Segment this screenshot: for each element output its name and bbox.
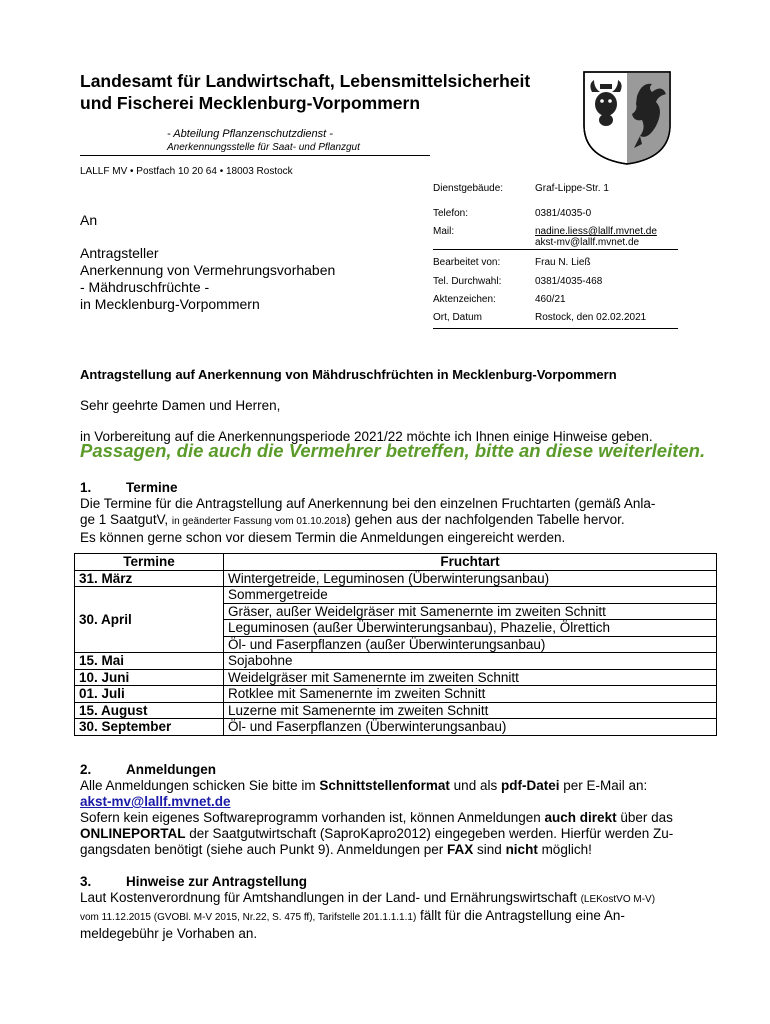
info-label: Bearbeitet von: bbox=[433, 257, 501, 268]
table-row bbox=[75, 686, 717, 703]
recipient-line: - Mähdruschfrüchte - bbox=[80, 279, 210, 295]
table-cell-crop: Rotklee mit Samenernte im zweiten Schnitt bbox=[224, 686, 717, 703]
info-label: Tel. Durchwahl: bbox=[433, 276, 502, 287]
text-span: und als bbox=[449, 778, 501, 793]
text-bold: auch direkt bbox=[544, 810, 617, 825]
text-line bbox=[80, 778, 720, 794]
info-label: Telefon: bbox=[433, 208, 469, 219]
table-cell-crop: Gräser, außer Weidelgräser mit Samenernte im zweiten Schnitt bbox=[224, 603, 717, 620]
table-row bbox=[75, 669, 717, 686]
info-label: Dienstgebäude: bbox=[433, 183, 504, 194]
authority-title-line2: und Fischerei Mecklenburg-Vorpommern bbox=[80, 93, 421, 113]
table-cell-date: 30. April bbox=[75, 587, 224, 653]
info-value: Rostock, den 02.02.2021 bbox=[535, 312, 647, 323]
text-line bbox=[80, 794, 720, 810]
text-span: ) gehen aus der nachfolgenden Tabelle hervor. bbox=[346, 512, 625, 527]
authority-title bbox=[80, 70, 530, 114]
text-span: Alle Anmeldungen schicken Sie bitte im bbox=[80, 778, 320, 793]
info-label: Ort, Datum bbox=[433, 312, 482, 323]
text-line bbox=[80, 512, 720, 530]
text-span: sind bbox=[473, 842, 506, 857]
deadlines-table bbox=[74, 553, 717, 736]
table-cell-crop: Sojabohne bbox=[224, 653, 717, 670]
table-cell-crop: Luzerne mit Samenernte im zweiten Schnitt bbox=[224, 702, 717, 719]
section-3-heading bbox=[80, 874, 700, 890]
section-number: 1. bbox=[80, 480, 92, 495]
table-cell-crop: Sommergetreide bbox=[224, 587, 717, 604]
info-divider bbox=[433, 328, 678, 329]
postal-address: LALLF MV • Postfach 10 20 64 • 18003 Rostock bbox=[80, 166, 293, 177]
table-cell-date: 01. Juli bbox=[75, 686, 224, 703]
text-span: ge 1 SaatgutV, bbox=[80, 512, 172, 527]
table-cell-date: 15. Mai bbox=[75, 653, 224, 670]
text-line: Es können gerne schon vor diesem Termin die Anmeldungen eingereicht werden. bbox=[80, 530, 566, 545]
table-header-fruchtart: Fruchtart bbox=[224, 554, 717, 571]
text-bold: Schnittstellenformat bbox=[319, 778, 450, 793]
section-number: 3. bbox=[80, 874, 92, 889]
salutation: Sehr geehrte Damen und Herren, bbox=[80, 398, 281, 413]
text-line bbox=[80, 826, 720, 842]
text-span-small: in geänderter Fassung vom 01.10.2018 bbox=[171, 516, 347, 527]
email-link[interactable]: akst-mv@lallf.mvnet.de bbox=[80, 794, 231, 809]
text-line bbox=[80, 908, 720, 926]
text-span-small: vom 11.12.2015 (GVOBl. M-V 2015, Nr.22, S. 475 ff), Tarifstelle 201.1.1.1.1) bbox=[80, 912, 417, 923]
table-cell-date: 31. März bbox=[75, 570, 224, 587]
letter-subject: Antragstellung auf Anerkennung von Mähdruschfrüchten in Mecklenburg-Vorpommern bbox=[80, 367, 617, 382]
text-span-small: (LEKostVO M-V) bbox=[580, 894, 656, 905]
text-span: Laut Kostenverordnung für Amtshandlungen in der Land- und Ernährungswirtschaft bbox=[80, 890, 581, 905]
section-1-text bbox=[80, 496, 720, 546]
header-divider bbox=[80, 155, 430, 156]
section-2-text bbox=[80, 778, 720, 858]
table-header-termine: Termine bbox=[75, 554, 224, 571]
recipient-line: Antragsteller bbox=[80, 245, 159, 261]
text-bold: FAX bbox=[447, 842, 474, 857]
info-value: 0381/4035-468 bbox=[535, 276, 603, 287]
info-value: Graf-Lippe-Str. 1 bbox=[535, 183, 609, 194]
info-divider bbox=[433, 249, 678, 250]
table-row bbox=[75, 570, 717, 587]
highlight-notice: Passagen, die auch die Vermehrer betreffen, bitte an diese weiterleiten. bbox=[80, 440, 706, 461]
table-cell-date: 10. Juni bbox=[75, 669, 224, 686]
intro-text: in Vorbereitung auf die Anerkennungsperiode 2021/22 möchte ich Ihnen einige Hinweise geben. bbox=[80, 429, 653, 444]
text-line bbox=[80, 890, 720, 908]
text-span: der Saatgutwirtschaft (SaproKapro2012) eingegeben werden. Hierfür werden Zu- bbox=[185, 826, 674, 841]
section-title: Hinweise zur Antragstellung bbox=[126, 874, 308, 889]
text-bold: nicht bbox=[505, 842, 538, 857]
info-label: Mail: bbox=[433, 226, 455, 237]
table-cell-crop: Weidelgräser mit Samenernte im zweiten Schnitt bbox=[224, 669, 717, 686]
table-row bbox=[75, 587, 717, 604]
subdepartment: Anerkennungsstelle für Saat- und Pflanzgut bbox=[167, 142, 360, 153]
table-cell-crop: Öl- und Faserpflanzen (Überwinterungsanbau) bbox=[224, 719, 717, 736]
text-span: fällt für die Antragstellung eine An- bbox=[416, 908, 625, 923]
table-cell-date: 15. August bbox=[75, 702, 224, 719]
table-row bbox=[75, 719, 717, 736]
info-value: Frau N. Ließ bbox=[535, 257, 591, 268]
recipient-an: An bbox=[80, 212, 98, 228]
text-bold: ONLINEPORTAL bbox=[80, 826, 186, 841]
section-3-text bbox=[80, 890, 720, 942]
section-title: Termine bbox=[126, 480, 178, 495]
text-line bbox=[80, 810, 720, 826]
text-line: meldegebühr je Vorhaben an. bbox=[80, 926, 258, 941]
authority-title-line1: Landesamt für Landwirtschaft, Lebensmittelsicherheit bbox=[80, 71, 531, 91]
recipient-line: in Mecklenburg-Vorpommern bbox=[80, 296, 260, 312]
table-header-row bbox=[75, 554, 717, 571]
table-cell-crop: Öl- und Faserpflanzen (außer Überwinterungsanbau) bbox=[224, 636, 717, 653]
text-line: Die Termine für die Antragstellung auf Anerkennung bei den einzelnen Fruchtarten (gemäß Anla- bbox=[80, 496, 656, 511]
table-row bbox=[75, 653, 717, 670]
recipient-line: Anerkennung von Vermehrungsvorhaben bbox=[80, 262, 336, 278]
section-2-heading bbox=[80, 762, 700, 778]
text-span: möglich! bbox=[537, 842, 592, 857]
text-span: über das bbox=[616, 810, 673, 825]
text-bold: pdf-Datei bbox=[500, 778, 560, 793]
mail-link-1[interactable]: nadine.liess@lallf.mvnet.de bbox=[535, 226, 657, 237]
text-span: gangsdaten benötigt (siehe auch Punkt 9). Anmeldungen per bbox=[80, 842, 448, 857]
text-span: per E-Mail an: bbox=[559, 778, 648, 793]
table-cell-crop: Leguminosen (außer Überwinterungsanbau), Phazelie, Ölrettich bbox=[224, 620, 717, 637]
info-value: 460/21 bbox=[535, 294, 566, 305]
section-number: 2. bbox=[80, 762, 92, 777]
table-row bbox=[75, 702, 717, 719]
section-1-heading bbox=[80, 480, 700, 496]
text-line bbox=[80, 842, 720, 858]
department: - Abteilung Pflanzenschutzdienst - bbox=[167, 128, 333, 140]
coat-of-arms-logo bbox=[582, 70, 672, 166]
info-value: 0381/4035-0 bbox=[535, 208, 592, 219]
mail-link-2[interactable]: akst-mv@lallf.mvnet.de bbox=[535, 237, 640, 248]
recipient-block bbox=[80, 245, 335, 313]
table-cell-crop: Wintergetreide, Leguminosen (Überwinterungsanbau) bbox=[224, 570, 717, 587]
info-label: Aktenzeichen: bbox=[433, 294, 496, 305]
table-cell-date: 30. September bbox=[75, 719, 224, 736]
text-span: Sofern kein eigenes Softwareprogramm vorhanden ist, können Anmeldungen bbox=[80, 810, 545, 825]
section-title: Anmeldungen bbox=[126, 762, 216, 777]
